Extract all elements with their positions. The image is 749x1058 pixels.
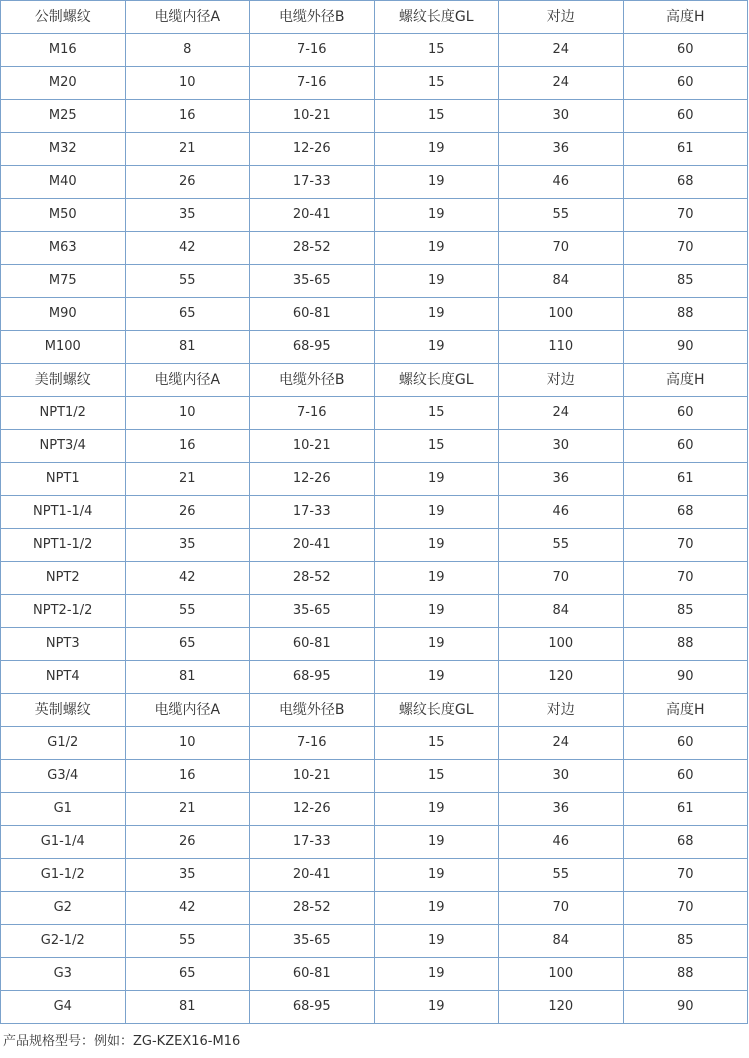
value-cell: 35-65: [250, 265, 375, 298]
column-header: 螺纹长度GL: [374, 694, 499, 727]
value-cell: 20-41: [250, 199, 375, 232]
table-row: [1, 298, 748, 331]
table-row: [1, 496, 748, 529]
table-row: [1, 892, 748, 925]
value-cell: 70: [499, 562, 624, 595]
value-cell: 60: [623, 100, 748, 133]
value-cell: 24: [499, 727, 624, 760]
table-row: [1, 100, 748, 133]
thread-spec-cell: NPT1-1/2: [1, 529, 126, 562]
table-row: [1, 727, 748, 760]
table-row: [1, 925, 748, 958]
value-cell: 15: [374, 430, 499, 463]
section-header-row: [1, 1, 748, 34]
thread-spec-cell: G3: [1, 958, 126, 991]
column-header: 对边: [499, 364, 624, 397]
section-title: 英制螺纹: [1, 694, 126, 727]
value-cell: 35: [125, 859, 250, 892]
value-cell: 42: [125, 232, 250, 265]
value-cell: 36: [499, 463, 624, 496]
thread-spec-cell: NPT1/2: [1, 397, 126, 430]
value-cell: 10: [125, 727, 250, 760]
value-cell: 55: [499, 529, 624, 562]
thread-spec-cell: G1-1/2: [1, 859, 126, 892]
value-cell: 60-81: [250, 298, 375, 331]
thread-spec-cell: M25: [1, 100, 126, 133]
value-cell: 68-95: [250, 661, 375, 694]
value-cell: 61: [623, 133, 748, 166]
table-row: [1, 562, 748, 595]
value-cell: 84: [499, 265, 624, 298]
value-cell: 8: [125, 34, 250, 67]
value-cell: 20-41: [250, 859, 375, 892]
value-cell: 100: [499, 958, 624, 991]
value-cell: 68-95: [250, 991, 375, 1024]
table-row: [1, 793, 748, 826]
table-row: [1, 859, 748, 892]
thread-spec-cell: NPT1: [1, 463, 126, 496]
thread-spec-cell: M63: [1, 232, 126, 265]
table-row: [1, 265, 748, 298]
section-header-row: [1, 694, 748, 727]
table-row: [1, 826, 748, 859]
value-cell: 19: [374, 925, 499, 958]
thread-spec-cell: G1: [1, 793, 126, 826]
table-row: [1, 67, 748, 100]
value-cell: 68-95: [250, 331, 375, 364]
value-cell: 19: [374, 166, 499, 199]
value-cell: 55: [499, 199, 624, 232]
value-cell: 60-81: [250, 958, 375, 991]
thread-spec-cell: NPT1-1/4: [1, 496, 126, 529]
section-title: 美制螺纹: [1, 364, 126, 397]
value-cell: 15: [374, 760, 499, 793]
value-cell: 70: [623, 892, 748, 925]
value-cell: 55: [125, 265, 250, 298]
value-cell: 35-65: [250, 925, 375, 958]
value-cell: 19: [374, 991, 499, 1024]
value-cell: 17-33: [250, 826, 375, 859]
value-cell: 42: [125, 562, 250, 595]
value-cell: 19: [374, 496, 499, 529]
value-cell: 24: [499, 67, 624, 100]
value-cell: 70: [499, 892, 624, 925]
value-cell: 28-52: [250, 562, 375, 595]
value-cell: 12-26: [250, 463, 375, 496]
thread-spec-cell: G2: [1, 892, 126, 925]
thread-spec-cell: M16: [1, 34, 126, 67]
value-cell: 19: [374, 133, 499, 166]
table-row: [1, 133, 748, 166]
value-cell: 88: [623, 298, 748, 331]
thread-spec-cell: M32: [1, 133, 126, 166]
thread-spec-cell: M50: [1, 199, 126, 232]
table-row: [1, 958, 748, 991]
value-cell: 20-41: [250, 529, 375, 562]
thread-spec-cell: NPT2: [1, 562, 126, 595]
value-cell: 19: [374, 331, 499, 364]
value-cell: 55: [125, 595, 250, 628]
value-cell: 10: [125, 67, 250, 100]
column-header: 螺纹长度GL: [374, 1, 499, 34]
value-cell: 90: [623, 991, 748, 1024]
value-cell: 90: [623, 331, 748, 364]
value-cell: 81: [125, 661, 250, 694]
table-row: [1, 628, 748, 661]
column-header: 电缆外径B: [250, 364, 375, 397]
value-cell: 35: [125, 529, 250, 562]
value-cell: 35-65: [250, 595, 375, 628]
spec-table-body: [1, 1, 748, 1024]
column-header: 电缆内径A: [125, 364, 250, 397]
table-row: [1, 661, 748, 694]
section-title: 公制螺纹: [1, 1, 126, 34]
value-cell: 21: [125, 793, 250, 826]
value-cell: 42: [125, 892, 250, 925]
thread-spec-cell: M90: [1, 298, 126, 331]
value-cell: 19: [374, 595, 499, 628]
value-cell: 26: [125, 496, 250, 529]
value-cell: 60: [623, 760, 748, 793]
table-row: [1, 397, 748, 430]
value-cell: 28-52: [250, 232, 375, 265]
value-cell: 81: [125, 331, 250, 364]
value-cell: 81: [125, 991, 250, 1024]
value-cell: 55: [125, 925, 250, 958]
value-cell: 60: [623, 34, 748, 67]
value-cell: 120: [499, 661, 624, 694]
thread-spec-cell: M20: [1, 67, 126, 100]
value-cell: 68: [623, 166, 748, 199]
column-header: 电缆外径B: [250, 1, 375, 34]
value-cell: 61: [623, 463, 748, 496]
column-header: 高度H: [623, 694, 748, 727]
value-cell: 10-21: [250, 100, 375, 133]
value-cell: 70: [623, 529, 748, 562]
value-cell: 24: [499, 397, 624, 430]
column-header: 电缆外径B: [250, 694, 375, 727]
value-cell: 90: [623, 661, 748, 694]
value-cell: 88: [623, 628, 748, 661]
value-cell: 88: [623, 958, 748, 991]
thread-spec-cell: G3/4: [1, 760, 126, 793]
table-row: [1, 166, 748, 199]
value-cell: 70: [623, 232, 748, 265]
table-row: [1, 991, 748, 1024]
value-cell: 10: [125, 397, 250, 430]
value-cell: 12-26: [250, 793, 375, 826]
value-cell: 15: [374, 34, 499, 67]
value-cell: 26: [125, 166, 250, 199]
thread-spec-cell: G4: [1, 991, 126, 1024]
value-cell: 60: [623, 67, 748, 100]
value-cell: 36: [499, 133, 624, 166]
value-cell: 84: [499, 595, 624, 628]
value-cell: 19: [374, 298, 499, 331]
value-cell: 60: [623, 727, 748, 760]
value-cell: 19: [374, 892, 499, 925]
value-cell: 26: [125, 826, 250, 859]
value-cell: 120: [499, 991, 624, 1024]
value-cell: 7-16: [250, 397, 375, 430]
value-cell: 84: [499, 925, 624, 958]
value-cell: 36: [499, 793, 624, 826]
thread-spec-cell: G1-1/4: [1, 826, 126, 859]
table-row: [1, 760, 748, 793]
table-row: [1, 463, 748, 496]
value-cell: 7-16: [250, 34, 375, 67]
value-cell: 100: [499, 298, 624, 331]
column-header: 高度H: [623, 1, 748, 34]
table-row: [1, 529, 748, 562]
value-cell: 55: [499, 859, 624, 892]
value-cell: 35: [125, 199, 250, 232]
thread-spec-cell: NPT3/4: [1, 430, 126, 463]
value-cell: 15: [374, 100, 499, 133]
value-cell: 46: [499, 166, 624, 199]
value-cell: 24: [499, 34, 624, 67]
value-cell: 70: [623, 562, 748, 595]
value-cell: 19: [374, 265, 499, 298]
column-header: 螺纹长度GL: [374, 364, 499, 397]
value-cell: 65: [125, 298, 250, 331]
value-cell: 19: [374, 232, 499, 265]
value-cell: 19: [374, 628, 499, 661]
value-cell: 30: [499, 430, 624, 463]
thread-spec-cell: NPT3: [1, 628, 126, 661]
value-cell: 7-16: [250, 727, 375, 760]
value-cell: 65: [125, 628, 250, 661]
column-header: 对边: [499, 1, 624, 34]
value-cell: 16: [125, 760, 250, 793]
footer-note: 产品规格型号：例如：ZG-KZEX16-M16: [3, 1034, 241, 1049]
value-cell: 68: [623, 826, 748, 859]
thread-spec-cell: NPT2-1/2: [1, 595, 126, 628]
value-cell: 17-33: [250, 496, 375, 529]
section-header-row: [1, 364, 748, 397]
value-cell: 30: [499, 760, 624, 793]
table-row: [1, 199, 748, 232]
value-cell: 61: [623, 793, 748, 826]
value-cell: 15: [374, 67, 499, 100]
column-header: 对边: [499, 694, 624, 727]
table-row: [1, 331, 748, 364]
value-cell: 19: [374, 562, 499, 595]
thread-spec-cell: M100: [1, 331, 126, 364]
thread-spec-cell: M75: [1, 265, 126, 298]
value-cell: 7-16: [250, 67, 375, 100]
value-cell: 85: [623, 265, 748, 298]
thread-spec-cell: G1/2: [1, 727, 126, 760]
value-cell: 46: [499, 496, 624, 529]
value-cell: 16: [125, 430, 250, 463]
table-row: [1, 34, 748, 67]
thread-spec-cell: G2-1/2: [1, 925, 126, 958]
value-cell: 70: [499, 232, 624, 265]
value-cell: 19: [374, 529, 499, 562]
value-cell: 65: [125, 958, 250, 991]
value-cell: 60-81: [250, 628, 375, 661]
value-cell: 60: [623, 397, 748, 430]
value-cell: 19: [374, 958, 499, 991]
value-cell: 70: [623, 859, 748, 892]
table-row: [1, 595, 748, 628]
value-cell: 46: [499, 826, 624, 859]
value-cell: 19: [374, 463, 499, 496]
table-row: [1, 232, 748, 265]
value-cell: 30: [499, 100, 624, 133]
value-cell: 12-26: [250, 133, 375, 166]
value-cell: 19: [374, 793, 499, 826]
column-header: 电缆内径A: [125, 1, 250, 34]
value-cell: 110: [499, 331, 624, 364]
thread-spec-cell: NPT4: [1, 661, 126, 694]
value-cell: 70: [623, 199, 748, 232]
value-cell: 21: [125, 133, 250, 166]
column-header: 电缆内径A: [125, 694, 250, 727]
thread-spec-cell: M40: [1, 166, 126, 199]
value-cell: 60: [623, 430, 748, 463]
value-cell: 100: [499, 628, 624, 661]
value-cell: 17-33: [250, 166, 375, 199]
value-cell: 15: [374, 397, 499, 430]
value-cell: 68: [623, 496, 748, 529]
value-cell: 85: [623, 925, 748, 958]
value-cell: 19: [374, 826, 499, 859]
column-header: 高度H: [623, 364, 748, 397]
table-row: [1, 430, 748, 463]
value-cell: 19: [374, 661, 499, 694]
value-cell: 28-52: [250, 892, 375, 925]
value-cell: 16: [125, 100, 250, 133]
value-cell: 19: [374, 859, 499, 892]
value-cell: 19: [374, 199, 499, 232]
value-cell: 10-21: [250, 430, 375, 463]
value-cell: 21: [125, 463, 250, 496]
value-cell: 85: [623, 595, 748, 628]
value-cell: 15: [374, 727, 499, 760]
value-cell: 10-21: [250, 760, 375, 793]
